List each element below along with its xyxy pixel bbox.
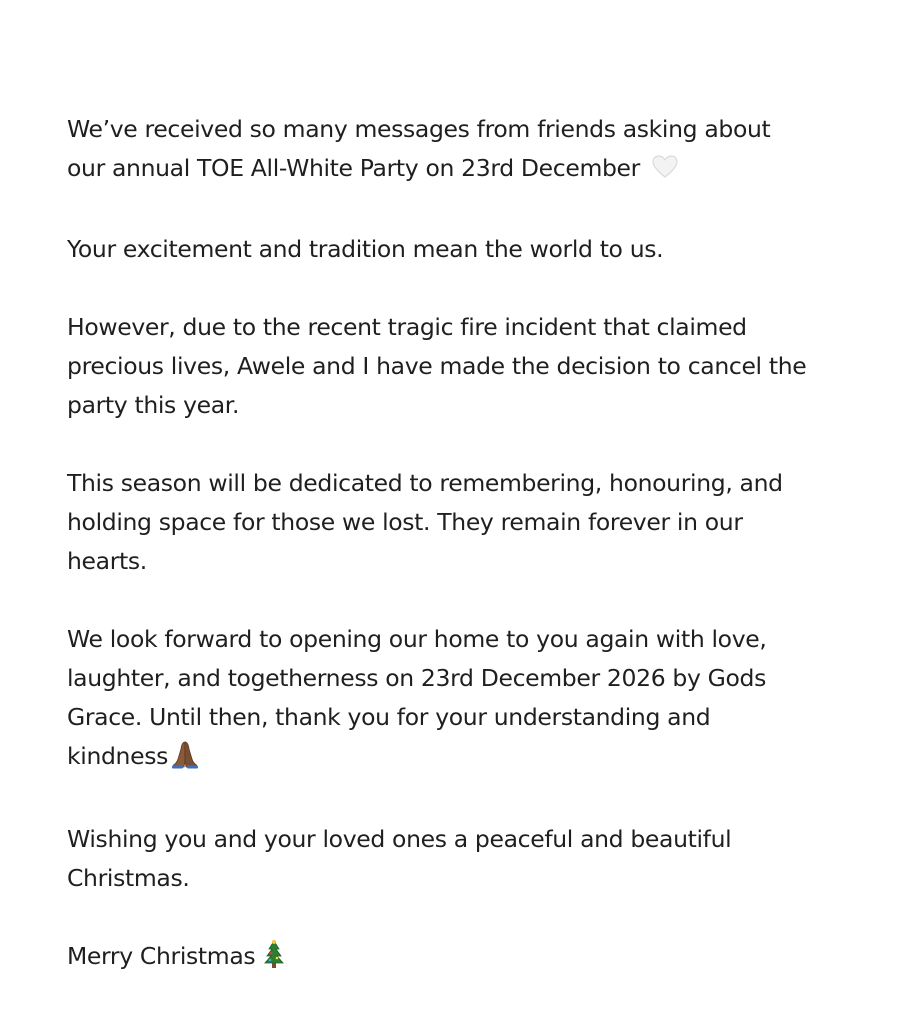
text-line: party this year. <box>67 391 240 419</box>
paragraph-signoff <box>67 937 867 981</box>
message-body <box>67 110 867 1020</box>
christmas-tree-icon <box>261 939 287 981</box>
paragraph-excitement <box>67 230 867 269</box>
text-line: Wishing you and your loved ones a peaceful and beautiful <box>67 825 732 853</box>
text-line: holding space for those we lost. They remain forever in our <box>67 508 743 536</box>
white-heart-icon <box>652 152 678 191</box>
folded-hands-icon <box>170 739 200 781</box>
text-line: precious lives, Awele and I have made the decision to cancel the <box>67 352 807 380</box>
text-line: Christmas. <box>67 864 190 892</box>
text-line: kindness <box>67 737 867 781</box>
text-line: our annual TOE All-White Party on 23rd December <box>67 149 867 191</box>
paragraph-wishes <box>67 820 867 898</box>
text-line: We’ve received so many messages from friends asking about <box>67 115 771 143</box>
text-line: Grace. Until then, thank you for your understanding and <box>67 703 711 731</box>
paragraph-future <box>67 620 867 781</box>
text-line: hearts. <box>67 547 147 575</box>
text-line: Merry Christmas <box>67 937 867 981</box>
text-line: However, due to the recent tragic fire incident that claimed <box>67 313 747 341</box>
paragraph-remembrance <box>67 464 867 581</box>
text-line: This season will be dedicated to remembering, honouring, and <box>67 469 783 497</box>
text-line: We look forward to opening our home to you again with love, <box>67 625 767 653</box>
paragraph-cancellation <box>67 308 867 425</box>
text-line: laughter, and togetherness on 23rd December 2026 by Gods <box>67 664 767 692</box>
paragraph-intro <box>67 110 867 191</box>
text-line: Your excitement and tradition mean the world to us. <box>67 235 664 263</box>
